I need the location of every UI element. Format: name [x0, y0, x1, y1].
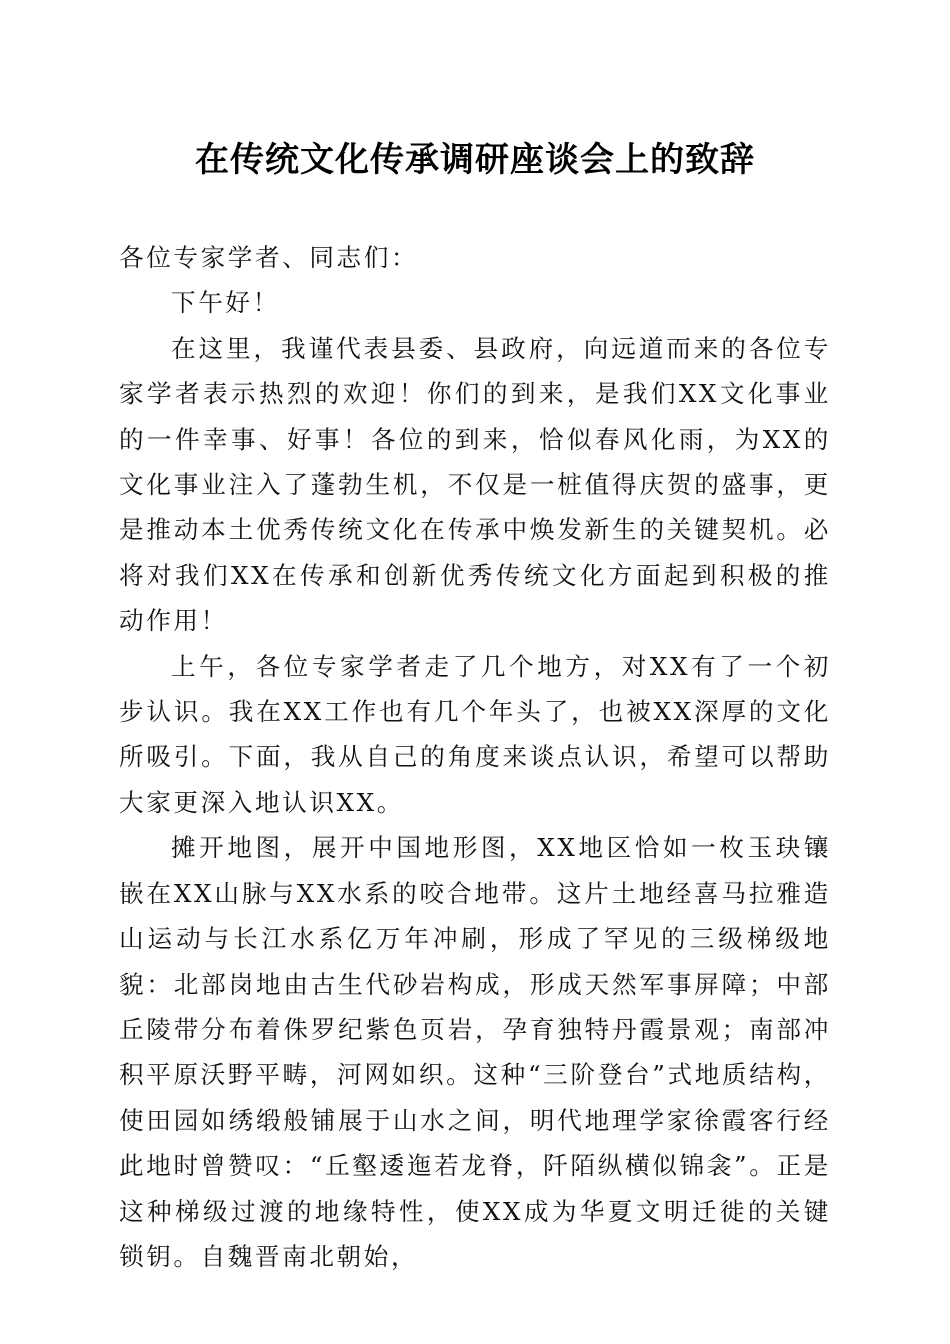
greeting: 下午好！ [171, 288, 280, 318]
paragraph-welcome: 在这里，我谨代表县委、县政府，向远道而来的各位专家学者表示热烈的欢迎！你们的到来，是我们XX文化事业的一件幸事、好事！各位的到来，恰似春风化雨，为XX的文化事业注入了蓬勃生机，不仅是一桩值得庆贺的盛事，更是推动本土优秀传统文化在传承中焕发新生的关键契机。必将对我们XX在传承和创新优秀传统文化方面起到积极的推动作用！ [119, 333, 831, 636]
paragraph-geography: 摊开地图，展开中国地形图，XX地区恰如一枚玉玦镶嵌在XX山脉与XX水系的咬合地带。这片土地经喜马拉雅造山运动与长江水系亿万年冲刷，形成了罕见的三级梯级地貌：北部岗地由古生代砂岩构成，形成天然军事屏障；中部丘陵带分布着侏罗纪紫色页岩，孕育独特丹霞景观；南部冲积平原沃野平畴，河网如织。这种“三阶登台”式地质结构，使田园如绣缎般铺展于山水之间，明代地理学家徐霞客行经此地时曾赞叹：“丘壑逶迤若龙脊，阡陌纵横似锦衾”。正是这种梯级过渡的地缘特性，使XX成为华夏文明迁徙的关键锁钥。自魏晋南北朝始， [119, 833, 831, 1271]
paragraph-morning-visit: 上午，各位专家学者走了几个地方，对XX有了一个初步认识。我在XX工作也有几个年头了，也被XX深厚的文化所吸引。下面，我从自己的角度来谈点认识，希望可以帮助大家更深入地认识XX。 [119, 651, 831, 817]
document-title: 在传统文化传承调研座谈会上的致辞 [195, 140, 755, 180]
salutation: 各位专家学者、同志们： [119, 243, 419, 272]
document-body [119, 235, 831, 1279]
